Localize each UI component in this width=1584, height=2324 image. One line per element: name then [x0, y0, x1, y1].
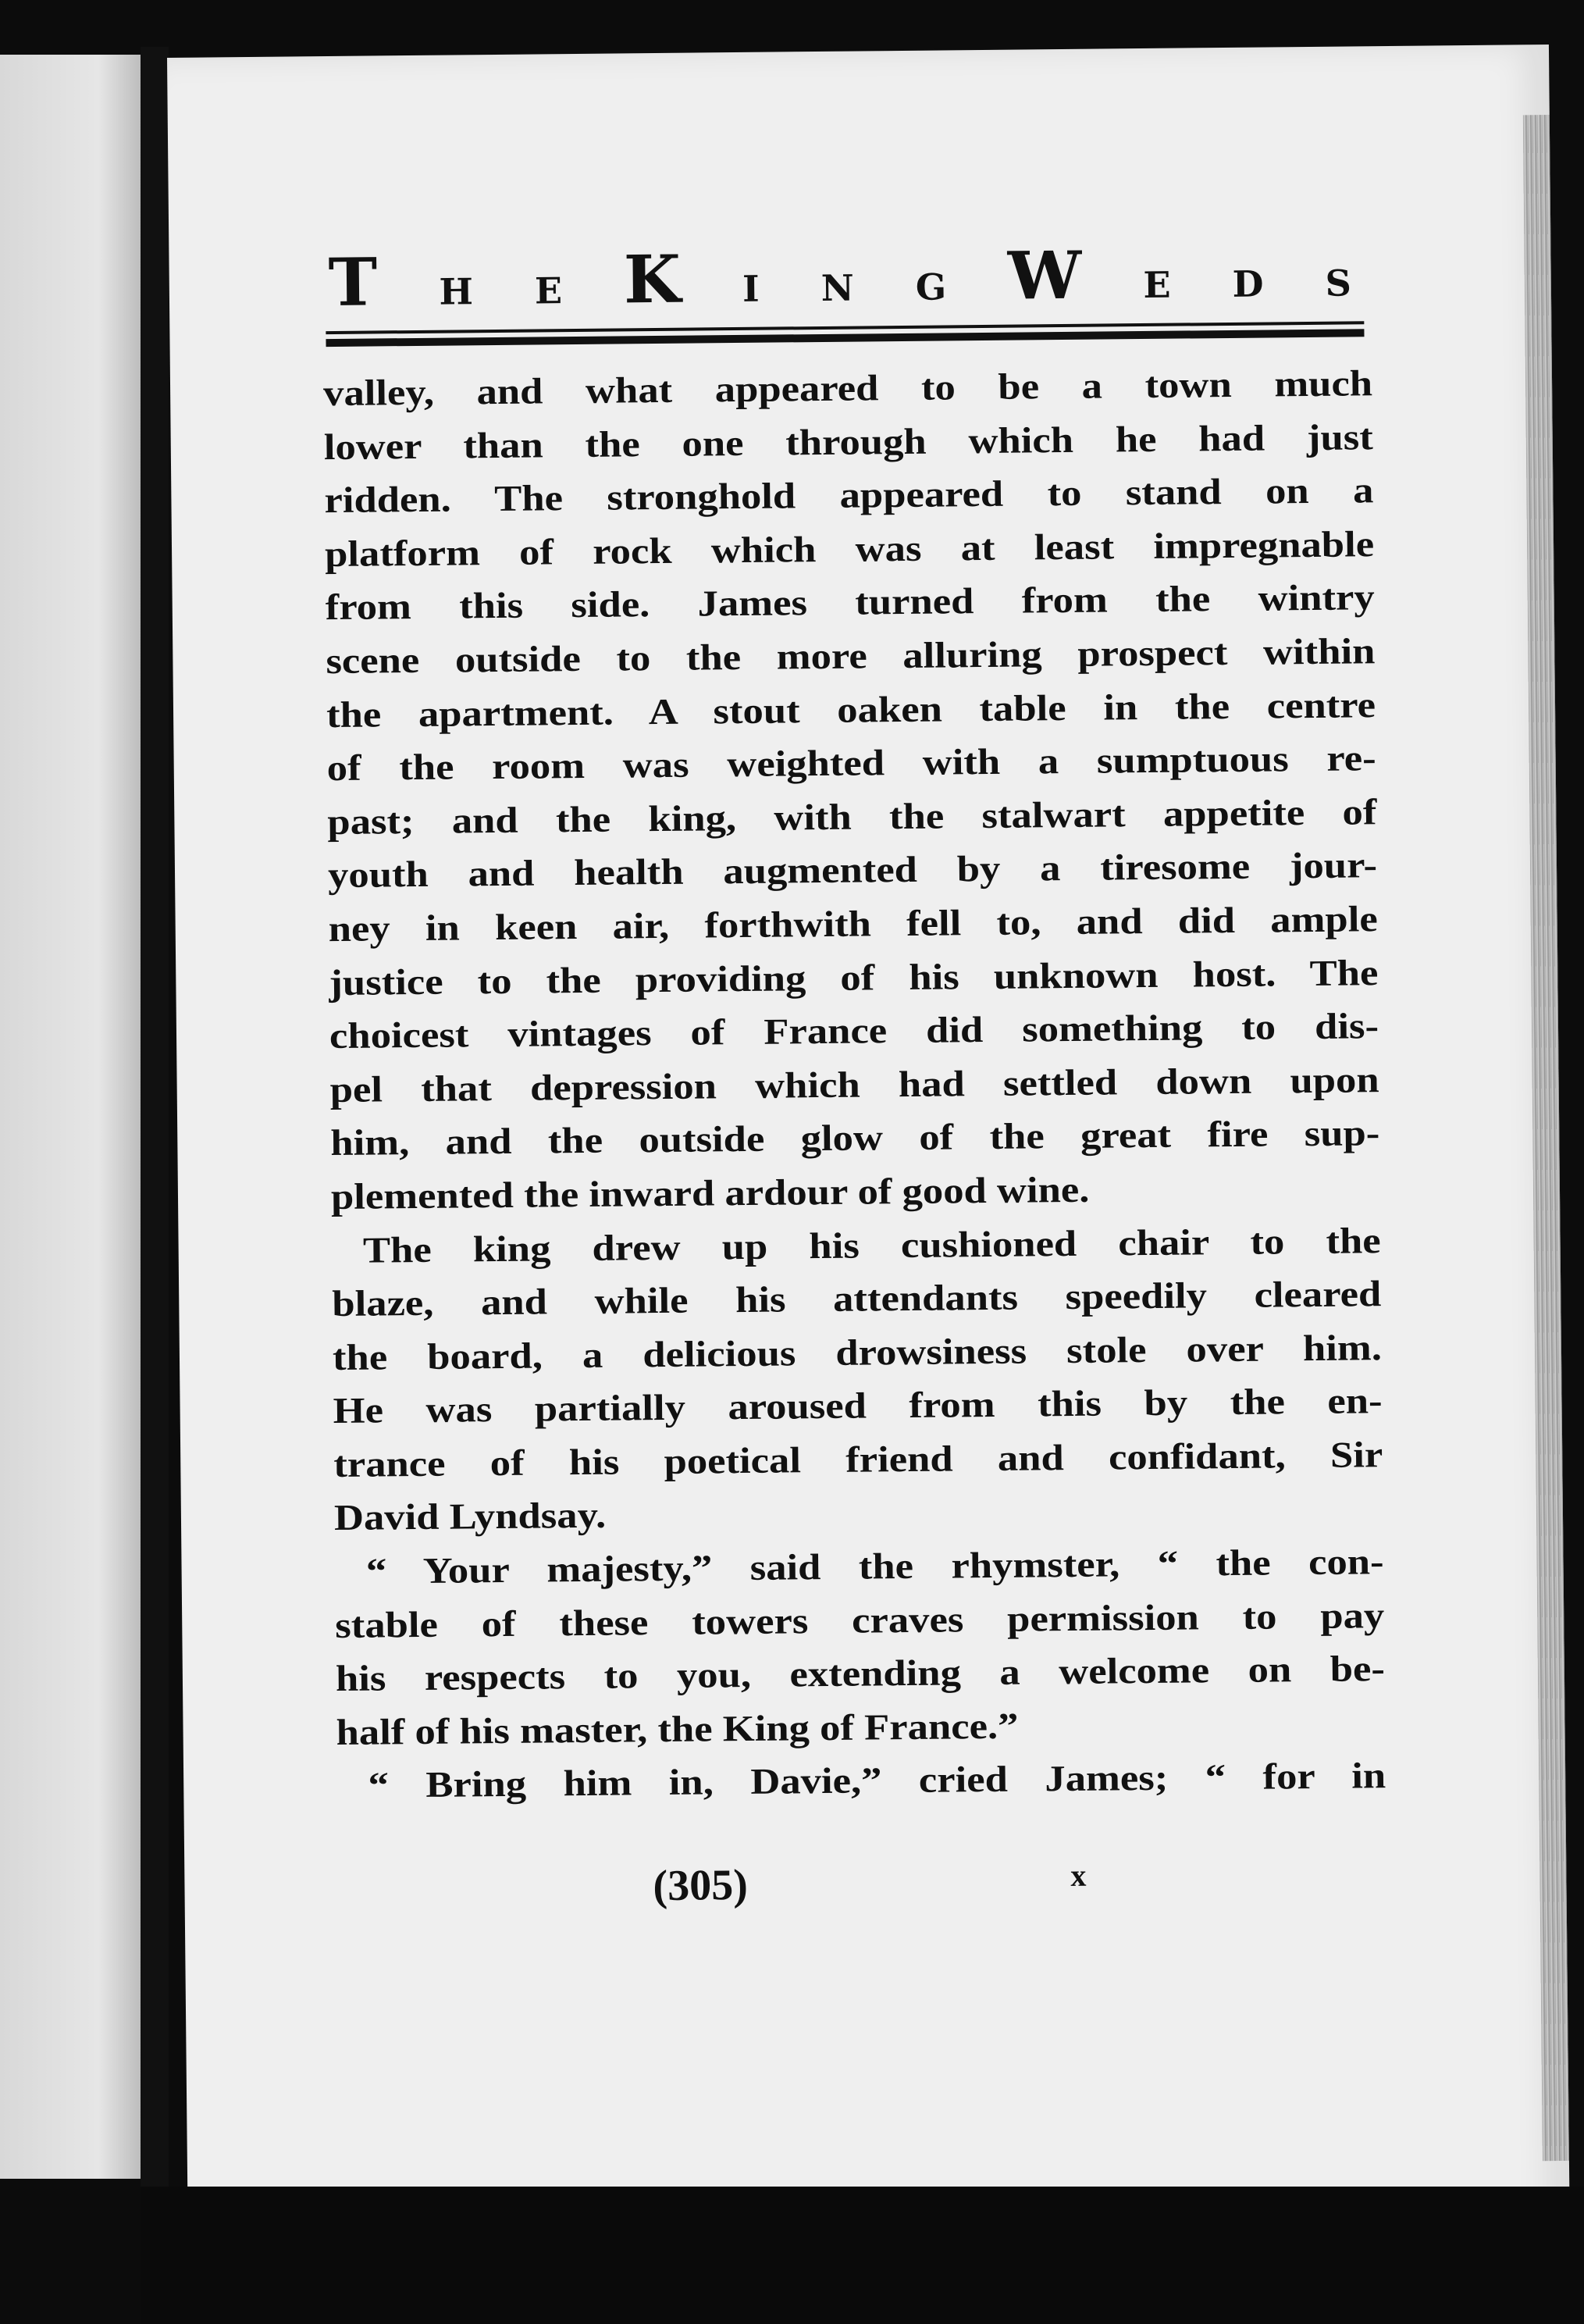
paragraph-start-line: “ Your majesty,” said the rhymster, “ the con- [365, 1542, 1384, 1592]
text-line: his respects to you, extending a welcome on be- [335, 1649, 1386, 1700]
paragraph-start-line: The king drew up his cushioned chair to the [362, 1220, 1381, 1271]
text-line: valley, and what appeared to be a town much [322, 363, 1373, 415]
text-line: the board, a delicious drowsiness stole over him. [332, 1327, 1383, 1378]
running-head-letter: S [1325, 262, 1352, 305]
text-line: the apartment. A stout oaken table in the centre [326, 684, 1376, 736]
scan-bottom-shadow [141, 2187, 1584, 2324]
text-line: from this side. James turned from the wintry [325, 577, 1375, 629]
text-line: him, and the outside glow of the great fire sup- [330, 1113, 1380, 1164]
text-line: ney in keen air, forthwith fell to, and did ample [328, 899, 1378, 950]
text-line: lower than the one through which he had just [323, 416, 1373, 468]
book-page [167, 45, 1570, 2238]
text-line: platform of rock which was at least impregnable [324, 523, 1375, 575]
text-line: blaze, and while his attendants speedily cleared [332, 1274, 1382, 1325]
signature-mark: x [1070, 1857, 1087, 1893]
text-line: stable of these towers craves permission to pay [335, 1595, 1385, 1646]
paragraph-end-line: David Lyndsay. [333, 1495, 607, 1539]
running-head-letter: G [915, 266, 947, 308]
page-number: (305) [653, 1860, 749, 1911]
running-head-letter: D [1232, 262, 1264, 305]
text-line: of the room was weighted with a sumptuous re- [326, 738, 1376, 790]
running-head-letter: E [534, 269, 563, 312]
text-line: justice to the providing of his unknown host. The [329, 952, 1379, 1003]
running-head-letter: N [820, 266, 855, 309]
running-head [328, 233, 1351, 321]
text-line: trance of his poetical friend and confidant, Sir [333, 1435, 1383, 1485]
running-head-letter: E [1143, 263, 1171, 307]
running-head-letter: W [1007, 236, 1082, 315]
running-head-letter: K [623, 240, 682, 319]
facing-page-edge [0, 55, 141, 2179]
text-line: choicest vintages of France did something to dis- [329, 1006, 1379, 1057]
paragraph-start-line: “ Bring him in, Davie,” cried James; “ for in [368, 1755, 1386, 1807]
text-line: ridden. The stronghold appeared to stand on a [324, 470, 1374, 522]
running-head-letter: H [439, 270, 474, 313]
text-line: youth and health augmented by a tiresome jour- [327, 845, 1378, 896]
text-line: pel that depression which had settled down upon [329, 1059, 1379, 1110]
body-text [323, 357, 1386, 1813]
paragraph-end-line: half of his master, the King of France.” [336, 1706, 1019, 1753]
running-head-letter: T [328, 243, 378, 322]
page-fore-edge [1523, 115, 1569, 2161]
paragraph-end-line: plemented the inward ardour of good wine. [330, 1169, 1090, 1217]
text-line: past; and the king, with the stalwart appetite of [327, 791, 1377, 843]
text-line: He was partially aroused from this by the en- [333, 1381, 1383, 1432]
text-line: scene outside to the more alluring prospect within [326, 631, 1376, 683]
running-head-letter: I [742, 267, 760, 310]
book-gutter [141, 47, 169, 2202]
running-head-rule [326, 321, 1364, 347]
